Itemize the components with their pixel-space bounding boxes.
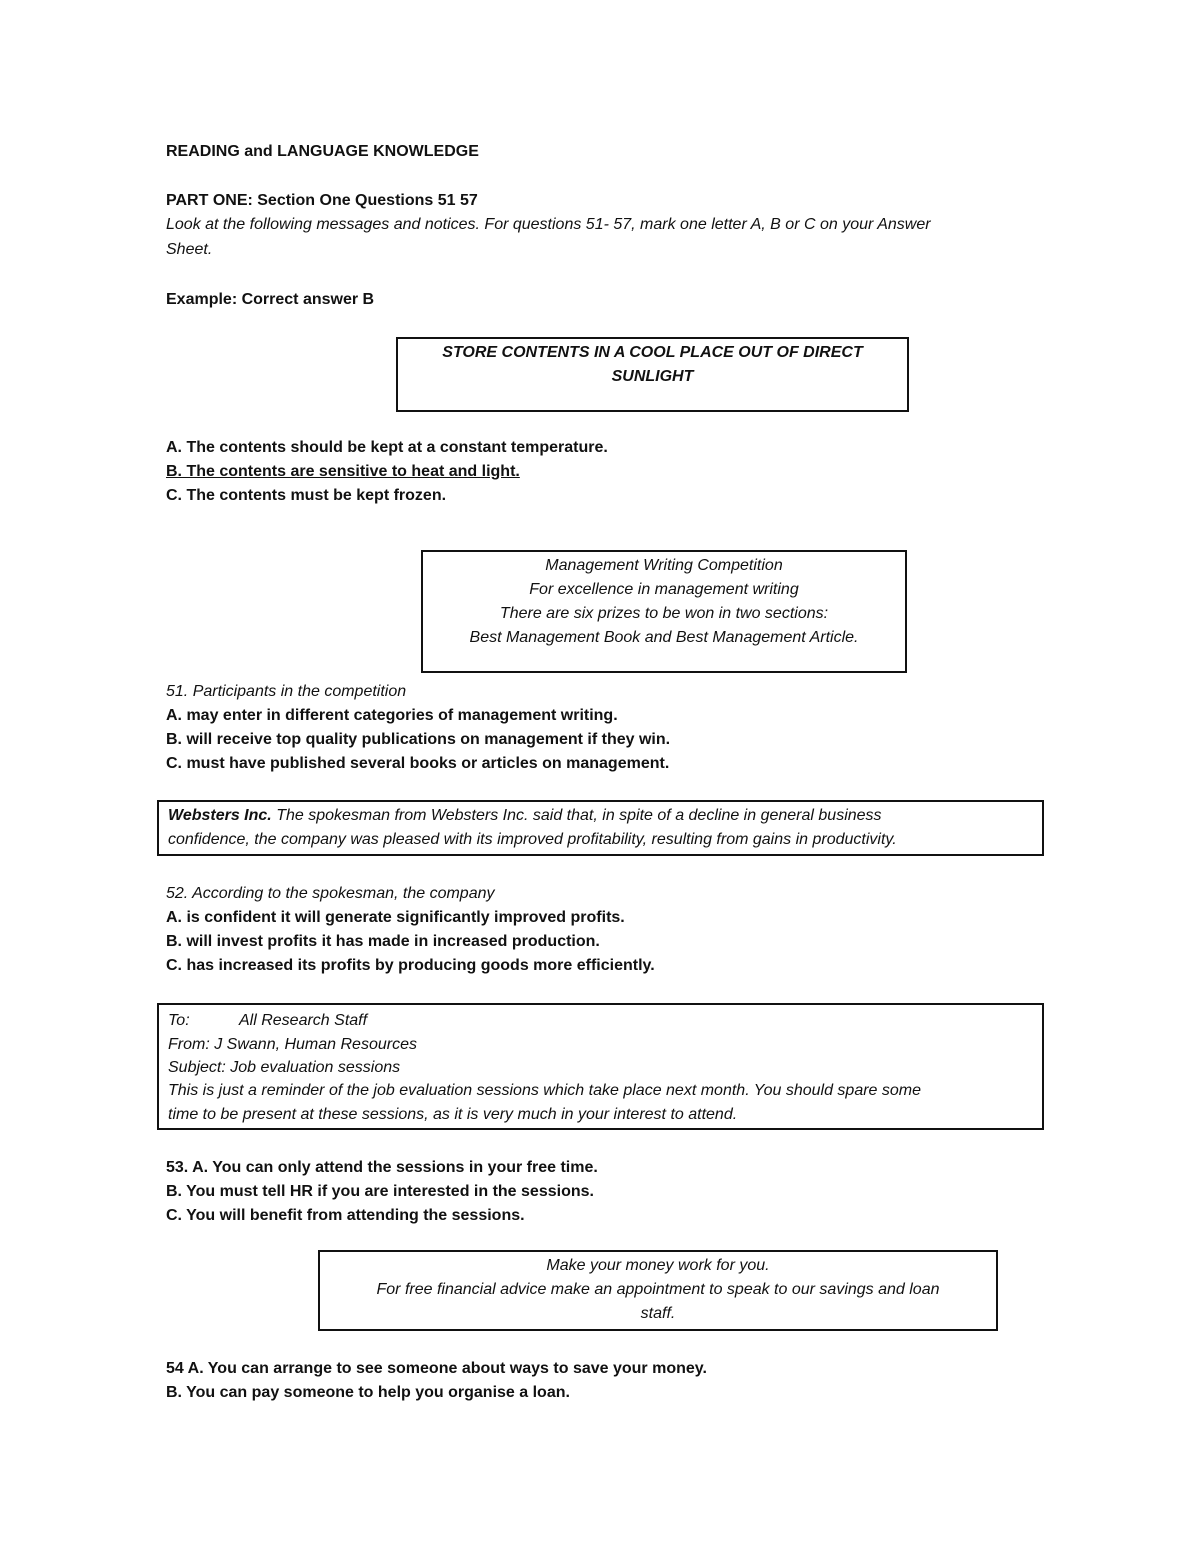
q52-stem: 52. According to the spokesman, the company [166, 885, 495, 902]
q54-option-a: 54 A. You can arrange to see someone about ways to save your money. [166, 1360, 707, 1377]
example-notice-line: SUNLIGHT [611, 368, 694, 385]
notice-52-line-2: confidence, the company was pleased with its improved profitability, resulting from gains in productivity. [168, 831, 897, 848]
notice-51-line: Management Writing Competition [545, 557, 783, 574]
example-option-a: A. The contents should be kept at a constant temperature. [166, 439, 608, 456]
q52-option-c: C. has increased its profits by producing goods more efficiently. [166, 957, 655, 974]
notice-54-line: For free financial advice make an appointment to speak to our savings and loan [376, 1281, 940, 1298]
notice-54-box [318, 1250, 998, 1331]
example-option-b-correct: B. The contents are sensitive to heat and light. [166, 463, 520, 480]
memo-subject: Subject: Job evaluation sessions [168, 1059, 401, 1076]
notice-52-company: Websters Inc. [168, 807, 272, 824]
example-label: Example: Correct answer B [166, 291, 375, 308]
notice-54-line: staff. [640, 1305, 676, 1322]
q51-option-b: B. will receive top quality publications on management if they win. [166, 731, 671, 748]
example-notice-line: STORE CONTENTS IN A COOL PLACE OUT OF DIRECT [442, 344, 863, 361]
q54-option-b: B. You can pay someone to help you organise a loan. [166, 1384, 570, 1401]
q52-option-a: A. is confident it will generate significantly improved profits. [166, 909, 625, 926]
example-notice-box [396, 337, 909, 412]
q53-option-b: B. You must tell HR if you are interested in the sessions. [166, 1183, 594, 1200]
q53-option-c: C. You will benefit from attending the sessions. [166, 1207, 525, 1224]
notice-54-line: Make your money work for you. [546, 1257, 770, 1274]
example-option-c: C. The contents must be kept frozen. [166, 487, 447, 504]
q51-option-a: A. may enter in different categories of management writing. [166, 707, 618, 724]
memo-to-value: All Research Staff [239, 1012, 368, 1029]
notice-53-memo-box [157, 1003, 1044, 1130]
notice-51-line: For excellence in management writing [529, 581, 799, 598]
notice-51-line: There are six prizes to be won in two sections: [499, 605, 829, 622]
instructions-line-1: Look at the following messages and notices. For questions 51- 57, mark one letter A, B or C on your Answer [166, 216, 931, 233]
notice-52-box [157, 800, 1044, 856]
q51-option-c: C. must have published several books or articles on management. [166, 755, 670, 772]
q51-stem: 51. Participants in the competition [166, 683, 407, 700]
notice-51-line: Best Management Book and Best Management Article. [469, 629, 859, 646]
memo-body-line-2: time to be present at these sessions, as it is very much in your interest to attend. [168, 1106, 738, 1123]
page-heading: READING and LANGUAGE KNOWLEDGE [166, 143, 479, 160]
memo-body-line-1: This is just a reminder of the job evaluation sessions which take place next month. You should spare some [168, 1082, 922, 1099]
q52-option-b: B. will invest profits it has made in increased production. [166, 933, 600, 950]
notice-51-box [421, 550, 907, 673]
memo-to-label: To: [168, 1012, 190, 1029]
instructions-line-2: Sheet. [166, 241, 213, 258]
q53-option-a: 53. A. You can only attend the sessions in your free time. [166, 1159, 598, 1176]
part-title: PART ONE: Section One Questions 51 57 [166, 192, 478, 209]
memo-from: From: J Swann, Human Resources [168, 1036, 417, 1053]
notice-52-line-1: The spokesman from Websters Inc. said that, in spite of a decline in general business [271, 807, 882, 824]
